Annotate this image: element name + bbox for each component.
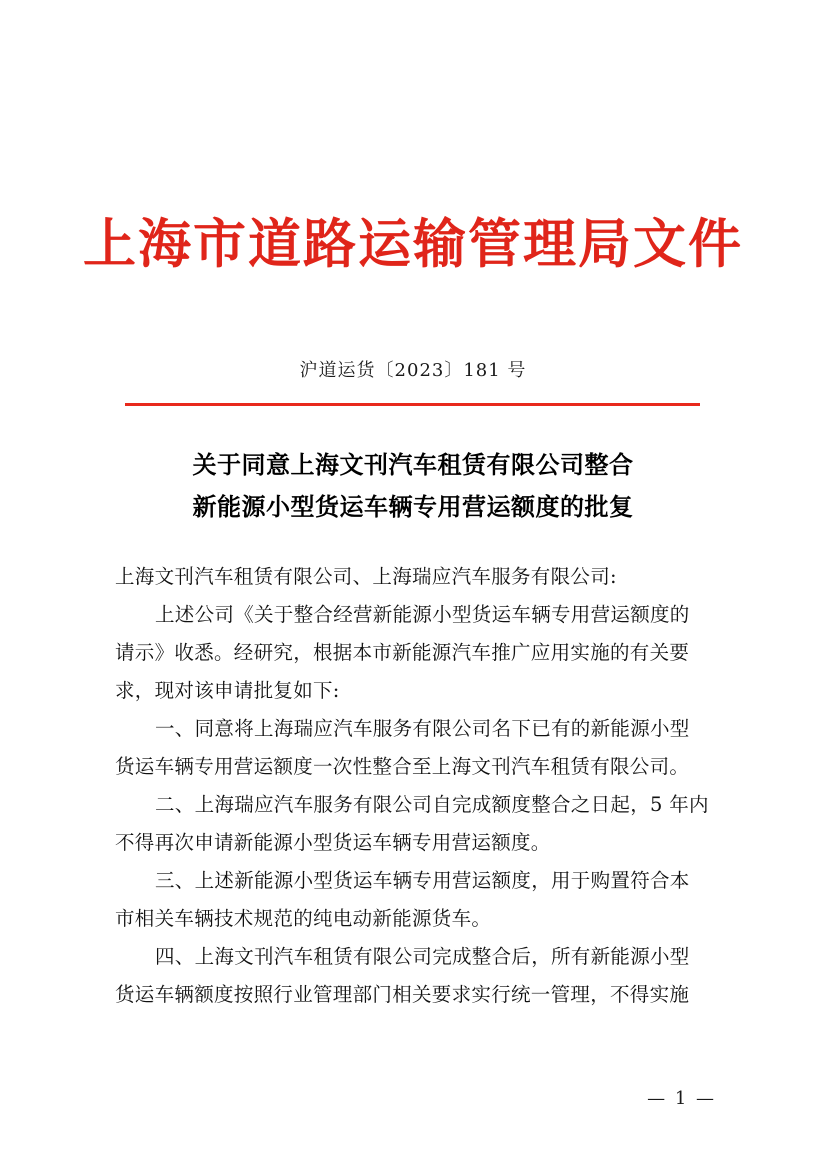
paragraph-item-four: [115, 938, 711, 1014]
paragraph-item-one-line-2: 货运车辆专用营运额度一次性整合至上海文刊汽车租赁有限公司。: [115, 755, 690, 778]
paragraph-item-two: [115, 786, 711, 862]
document-body: [115, 558, 711, 1014]
paragraph-item-four-line-1: 四、上海文刊汽车租赁有限公司完成整合后，所有新能源小型: [155, 945, 690, 968]
subject-title-line-2: 新能源小型货运车辆专用营运额度的批复: [192, 492, 634, 521]
paragraph-item-two-line-2: 不得再次申请新能源小型货运车辆专用营运额度。: [115, 831, 551, 854]
paragraph-item-three-line-1: 三、上述新能源小型货运车辆专用营运额度，用于购置符合本: [155, 869, 690, 892]
subject-title-line-1: 关于同意上海文刊汽车租赁有限公司整合: [192, 450, 634, 479]
document-number: 沪道运货〔2023〕181 号: [299, 360, 527, 381]
paragraph-preamble: [115, 596, 711, 710]
masthead-title: 上海市道路运输管理局文件: [83, 213, 743, 275]
paragraph-item-three: [115, 862, 711, 938]
paragraph-item-four-line-2: 货运车辆额度按照行业管理部门相关要求实行统一管理，不得实施: [115, 983, 690, 1006]
paragraph-item-one-line-1: 一、同意将上海瑞应汽车服务有限公司名下已有的新能源小型: [155, 717, 690, 740]
paragraph-item-one: [115, 710, 711, 786]
page-number-footer: — 1 —: [647, 1088, 716, 1109]
paragraph-item-two-line-1: 二、上海瑞应汽车服务有限公司自完成额度整合之日起，5 年内: [155, 793, 709, 816]
addressee-line: 上海文刊汽车租赁有限公司、上海瑞应汽车服务有限公司:: [115, 565, 617, 588]
paragraph-preamble-line-2: 请示》收悉。经研究，根据本市新能源汽车推广应用实施的有关要: [115, 641, 690, 664]
paragraph-item-three-line-2: 市相关车辆技术规范的纯电动新能源货车。: [115, 907, 492, 930]
paragraph-preamble-line-3: 求，现对该申请批复如下:: [115, 679, 340, 702]
masthead: [0, 214, 826, 275]
paragraph-preamble-line-1: 上述公司《关于整合经营新能源小型货运车辆专用营运额度的: [155, 603, 690, 626]
subject-title: [0, 444, 826, 528]
red-divider-rule: [125, 403, 700, 406]
